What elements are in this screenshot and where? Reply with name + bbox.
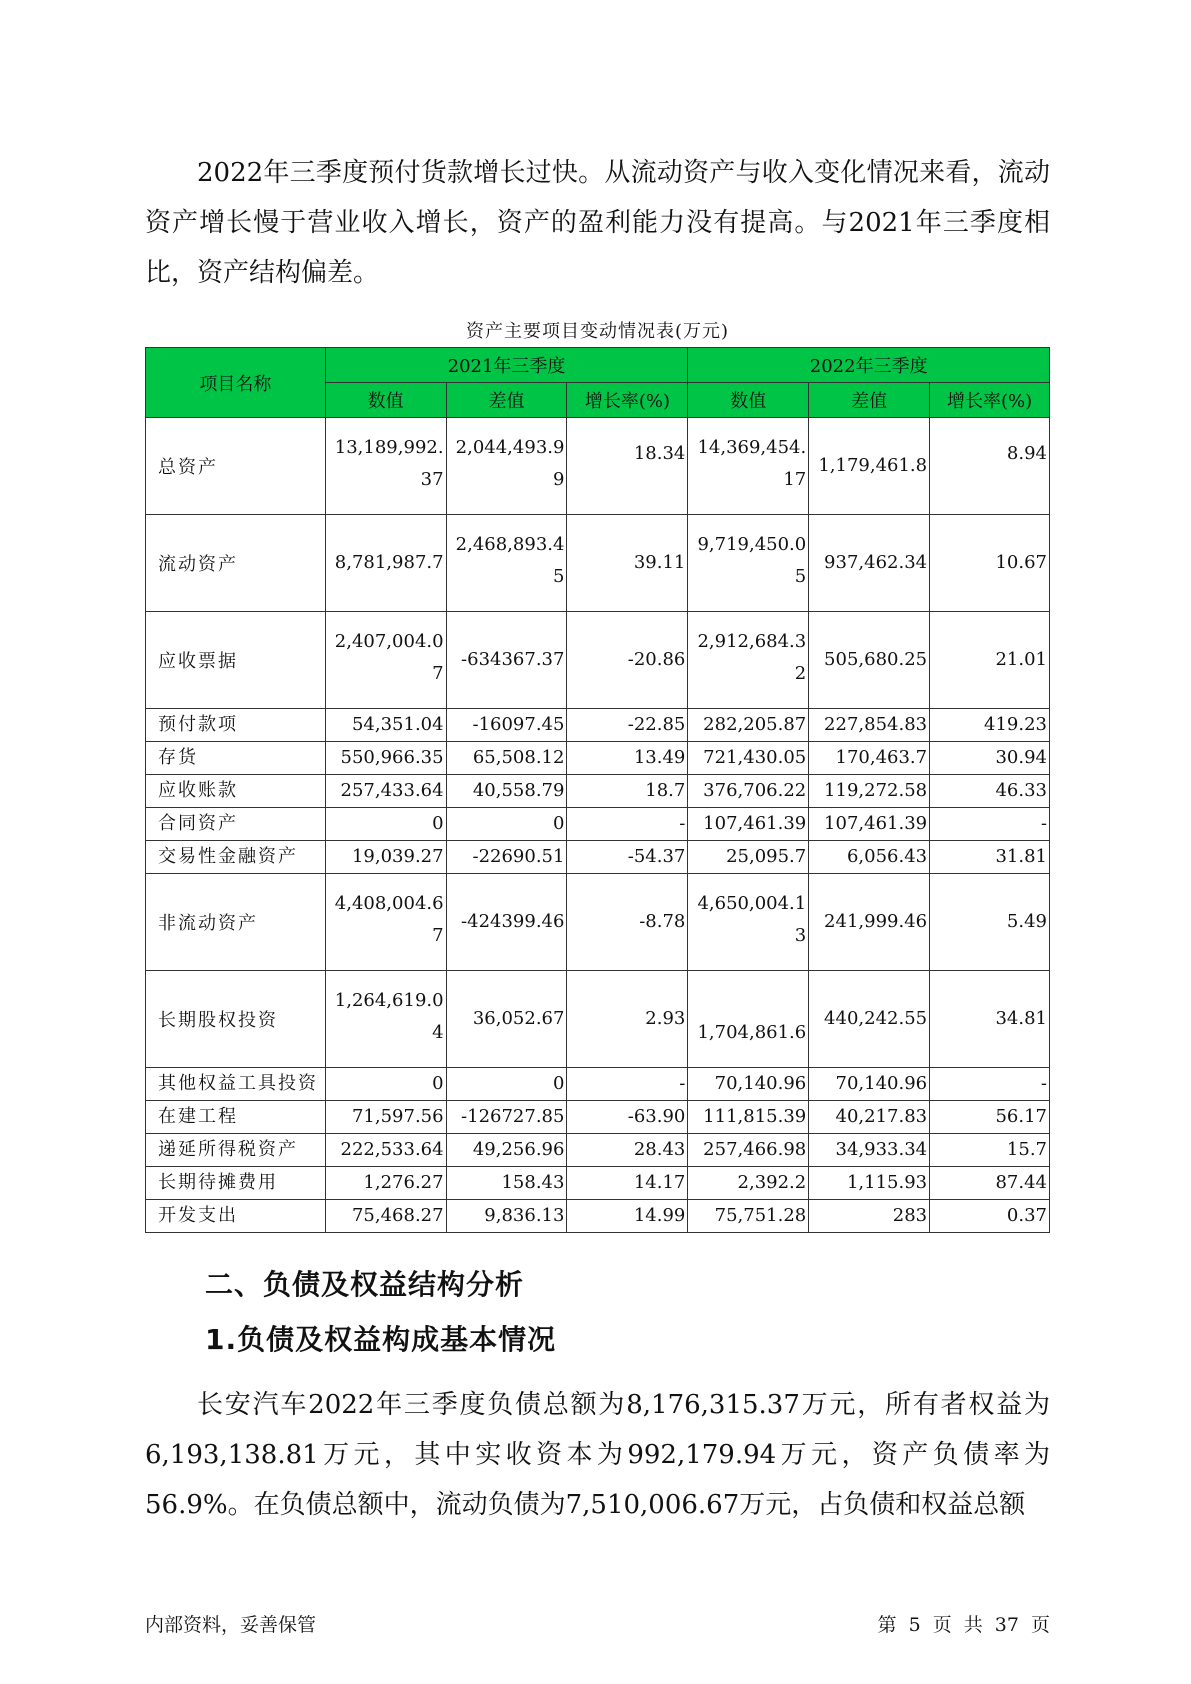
row-name: 开发支出	[146, 1200, 326, 1233]
cell-growth-2021: -22.85	[567, 709, 688, 742]
intro-paragraph: 2022年三季度预付货款增长过快。从流动资产与收入变化情况来看，流动资产增长慢于营业收入增长，资产的盈利能力没有提高。与2021年三季度相比，资产结构偏差。	[145, 158, 1050, 288]
cell-diff-2022: 283	[809, 1200, 930, 1233]
row-name: 总资产	[146, 418, 326, 515]
cell-growth-2021: 39.11	[567, 515, 688, 612]
cell-diff-2021: 40,558.79	[446, 775, 567, 808]
header-growth-2022: 增长率(%)	[930, 383, 1050, 418]
header-period-2021: 2021年三季度	[325, 348, 688, 383]
cell-growth-2021: -20.86	[567, 612, 688, 709]
header-value-2021: 数值	[325, 383, 446, 418]
cell-diff-2021: 2,044,493.99	[446, 418, 567, 515]
cell-diff-2022: 1,179,461.8	[809, 418, 930, 515]
cell-growth-2022: 21.01	[930, 612, 1050, 709]
cell-diff-2022: 1,115.93	[809, 1167, 930, 1200]
cell-diff-2021: -126727.85	[446, 1101, 567, 1134]
cell-growth-2022: 31.81	[930, 841, 1050, 874]
table-row	[146, 874, 1050, 971]
cell-growth-2021: 14.99	[567, 1200, 688, 1233]
table-row	[146, 841, 1050, 874]
footer-page-number: 第 5 页 共 37 页	[877, 1614, 1050, 1636]
cell-value-2021: 54,351.04	[325, 709, 446, 742]
assets-change-table	[145, 347, 1050, 1233]
header-item-name: 项目名称	[146, 348, 326, 418]
cell-diff-2022: 107,461.39	[809, 808, 930, 841]
row-name: 递延所得税资产	[146, 1134, 326, 1167]
row-name: 长期待摊费用	[146, 1167, 326, 1200]
cell-diff-2022: 227,854.83	[809, 709, 930, 742]
header-diff-2021: 差值	[446, 383, 567, 418]
cell-diff-2021: 65,508.12	[446, 742, 567, 775]
cell-diff-2021: 158.43	[446, 1167, 567, 1200]
table-row	[146, 742, 1050, 775]
table-row	[146, 515, 1050, 612]
cell-diff-2021: -22690.51	[446, 841, 567, 874]
row-name: 存货	[146, 742, 326, 775]
cell-growth-2021: 18.34	[567, 418, 688, 515]
cell-value-2021: 71,597.56	[325, 1101, 446, 1134]
cell-diff-2022: 170,463.7	[809, 742, 930, 775]
cell-growth-2022: 34.81	[930, 971, 1050, 1068]
cell-value-2022: 75,751.28	[688, 1200, 809, 1233]
cell-growth-2021: 14.17	[567, 1167, 688, 1200]
row-name: 流动资产	[146, 515, 326, 612]
subsection-heading: 1.负债及权益构成基本情况	[205, 1323, 557, 1356]
cell-growth-2021: 13.49	[567, 742, 688, 775]
header-growth-2021: 增长率(%)	[567, 383, 688, 418]
section-heading: 二、负债及权益结构分析	[205, 1268, 525, 1301]
table-row	[146, 612, 1050, 709]
cell-growth-2021: -54.37	[567, 841, 688, 874]
cell-diff-2022: 241,999.46	[809, 874, 930, 971]
cell-diff-2021: -634367.37	[446, 612, 567, 709]
cell-diff-2021: -16097.45	[446, 709, 567, 742]
table-row	[146, 1134, 1050, 1167]
cell-growth-2022: 46.33	[930, 775, 1050, 808]
cell-value-2022: 721,430.05	[688, 742, 809, 775]
cell-growth-2022: 30.94	[930, 742, 1050, 775]
cell-diff-2022: 6,056.43	[809, 841, 930, 874]
cell-diff-2022: 937,462.34	[809, 515, 930, 612]
cell-value-2022: 376,706.22	[688, 775, 809, 808]
cell-value-2022: 70,140.96	[688, 1068, 809, 1101]
cell-growth-2021: 28.43	[567, 1134, 688, 1167]
table-row	[146, 418, 1050, 515]
cell-value-2021: 13,189,992.37	[325, 418, 446, 515]
cell-value-2022: 1,704,861.6	[688, 971, 809, 1068]
cell-value-2021: 75,468.27	[325, 1200, 446, 1233]
cell-value-2022: 111,815.39	[688, 1101, 809, 1134]
cell-value-2022: 25,095.7	[688, 841, 809, 874]
cell-growth-2022: 87.44	[930, 1167, 1050, 1200]
cell-value-2021: 0	[325, 808, 446, 841]
cell-growth-2021: -	[567, 808, 688, 841]
cell-growth-2021: -8.78	[567, 874, 688, 971]
cell-growth-2022: 56.17	[930, 1101, 1050, 1134]
table-caption: 资产主要项目变动情况表(万元)	[465, 321, 730, 342]
footer-confidential: 内部资料，妥善保管	[145, 1614, 317, 1636]
cell-value-2021: 19,039.27	[325, 841, 446, 874]
cell-growth-2022: 8.94	[930, 418, 1050, 515]
row-name: 应收票据	[146, 612, 326, 709]
cell-growth-2022: 15.7	[930, 1134, 1050, 1167]
row-name: 应收账款	[146, 775, 326, 808]
table-row	[146, 775, 1050, 808]
row-name: 非流动资产	[146, 874, 326, 971]
cell-value-2021: 2,407,004.07	[325, 612, 446, 709]
row-name: 交易性金融资产	[146, 841, 326, 874]
cell-value-2022: 4,650,004.13	[688, 874, 809, 971]
row-name: 预付款项	[146, 709, 326, 742]
cell-growth-2021: 2.93	[567, 971, 688, 1068]
cell-diff-2021: 2,468,893.45	[446, 515, 567, 612]
cell-value-2022: 257,466.98	[688, 1134, 809, 1167]
cell-value-2021: 222,533.64	[325, 1134, 446, 1167]
cell-diff-2022: 505,680.25	[809, 612, 930, 709]
cell-diff-2022: 70,140.96	[809, 1068, 930, 1101]
row-name: 在建工程	[146, 1101, 326, 1134]
cell-growth-2021: -63.90	[567, 1101, 688, 1134]
row-name: 合同资产	[146, 808, 326, 841]
cell-value-2021: 8,781,987.7	[325, 515, 446, 612]
cell-growth-2022: -	[930, 808, 1050, 841]
body-paragraph: 长安汽车2022年三季度负债总额为8,176,315.37万元，所有者权益为6,193,138.81万元，其中实收资本为992,179.94万元，资产负债率为56.9%。在负债总额中，流动负债为7,510,006.67万元，占负债和权益总额	[145, 1390, 1050, 1520]
cell-growth-2022: 0.37	[930, 1200, 1050, 1233]
cell-diff-2022: 34,933.34	[809, 1134, 930, 1167]
row-name: 其他权益工具投资	[146, 1068, 326, 1101]
cell-diff-2021: 0	[446, 1068, 567, 1101]
table-row	[146, 808, 1050, 841]
cell-value-2021: 4,408,004.67	[325, 874, 446, 971]
header-diff-2022: 差值	[809, 383, 930, 418]
cell-diff-2021: -424399.46	[446, 874, 567, 971]
table-row	[146, 1068, 1050, 1101]
cell-growth-2021: -	[567, 1068, 688, 1101]
cell-diff-2021: 0	[446, 808, 567, 841]
cell-diff-2021: 49,256.96	[446, 1134, 567, 1167]
cell-diff-2021: 9,836.13	[446, 1200, 567, 1233]
cell-value-2021: 1,276.27	[325, 1167, 446, 1200]
cell-value-2021: 550,966.35	[325, 742, 446, 775]
cell-growth-2021: 18.7	[567, 775, 688, 808]
cell-value-2021: 257,433.64	[325, 775, 446, 808]
row-name: 长期股权投资	[146, 971, 326, 1068]
cell-growth-2022: -	[930, 1068, 1050, 1101]
table-row	[146, 709, 1050, 742]
cell-value-2022: 2,912,684.32	[688, 612, 809, 709]
cell-growth-2022: 10.67	[930, 515, 1050, 612]
cell-growth-2022: 419.23	[930, 709, 1050, 742]
cell-value-2022: 2,392.2	[688, 1167, 809, 1200]
cell-diff-2021: 36,052.67	[446, 971, 567, 1068]
table-row	[146, 1167, 1050, 1200]
cell-diff-2022: 119,272.58	[809, 775, 930, 808]
cell-value-2021: 0	[325, 1068, 446, 1101]
table-row	[146, 1200, 1050, 1233]
cell-value-2022: 282,205.87	[688, 709, 809, 742]
header-period-2022: 2022年三季度	[688, 348, 1050, 383]
cell-value-2022: 9,719,450.05	[688, 515, 809, 612]
cell-value-2022: 14,369,454.17	[688, 418, 809, 515]
cell-diff-2022: 440,242.55	[809, 971, 930, 1068]
cell-value-2021: 1,264,619.04	[325, 971, 446, 1068]
header-value-2022: 数值	[688, 383, 809, 418]
cell-diff-2022: 40,217.83	[809, 1101, 930, 1134]
table-row	[146, 1101, 1050, 1134]
cell-value-2022: 107,461.39	[688, 808, 809, 841]
cell-growth-2022: 5.49	[930, 874, 1050, 971]
table-row	[146, 971, 1050, 1068]
